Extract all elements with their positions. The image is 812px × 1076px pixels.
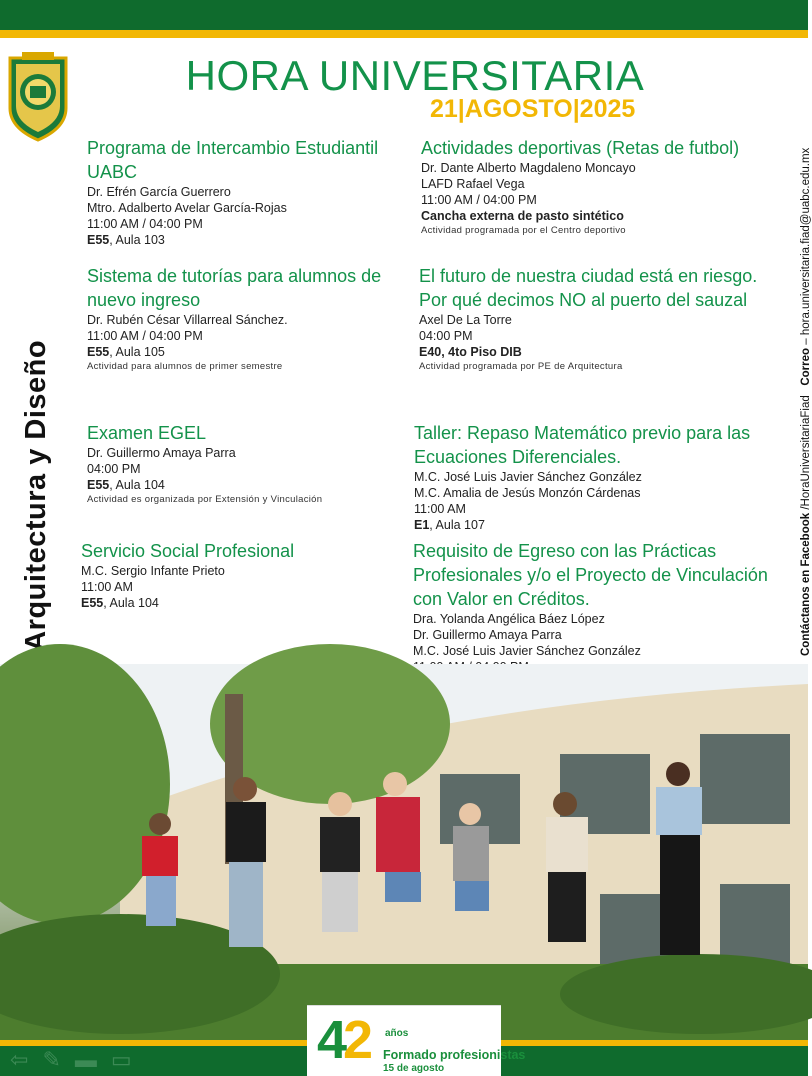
event-speaker: Mtro. Adalberto Avelar García-Rojas (87, 201, 287, 215)
event-speaker: M.C. José Luis Javier Sánchez González (413, 644, 641, 658)
event-location: E55, Aula 104 (87, 478, 165, 492)
university-crest-icon (4, 48, 72, 144)
event-note: Actividad programada por PE de Arquitectura (419, 361, 623, 372)
event-card (81, 539, 391, 611)
contact-info (800, 36, 812, 656)
event-card (87, 264, 397, 374)
event-card (419, 264, 769, 374)
slide-nav-icons[interactable] (10, 1047, 146, 1073)
event-title: Examen EGEL (87, 423, 207, 443)
event-title: Requisito de Egreso con las Prácticas Profesionales y/o el Proyecto de Vinculación con Valor en Créditos. (413, 541, 768, 609)
slides-icon[interactable]: ▬ (74, 1047, 111, 1072)
event-title: Programa de Intercambio Estudiantil UABC (87, 138, 379, 182)
event-note: Actividad es organizada por Extensión y Vinculación (87, 494, 323, 505)
students-jumping-image (0, 664, 808, 1042)
anniversary-date: 15 de agosto (383, 1063, 445, 1074)
event-title: Sistema de tutorías para alumnos de nuevo ingreso (87, 266, 382, 310)
top-gold-stripe (0, 30, 808, 38)
event-speaker: M.C. José Luis Javier Sánchez González (414, 470, 642, 484)
event-speaker: Dr. Guillermo Amaya Parra (87, 446, 236, 460)
event-speaker: LAFD Rafael Vega (421, 177, 525, 191)
event-note: Actividad programada por el Centro deportivo (421, 225, 626, 236)
pen-icon[interactable]: ✎ (42, 1047, 75, 1072)
event-speaker: M.C. Sergio Infante Prieto (81, 564, 225, 578)
facebook-label: Contáctanos en Facebook (800, 512, 812, 656)
event-speaker: Dr. Rubén César Villarreal Sánchez. (87, 313, 288, 327)
event-speaker: M.C. Amalia de Jesús Monzón Cárdenas (414, 486, 641, 500)
facebook-handle[interactable]: /HoraUniversitariaFiad (800, 395, 812, 510)
more-icon[interactable]: ▭ (110, 1047, 146, 1072)
event-speaker: Dr. Guillermo Amaya Parra (413, 628, 562, 642)
event-time: 11:00 AM / 04:00 PM (87, 217, 203, 231)
event-title: Taller: Repaso Matemático previo para las Ecuaciones Diferenciales. (414, 423, 751, 467)
event-time: 11:00 AM / 04:00 PM (421, 193, 537, 207)
event-date: 21|AGOSTO|2025 (430, 95, 636, 123)
email-label: Correo (800, 347, 812, 386)
event-location: E55, Aula 104 (81, 596, 159, 610)
event-location: E1, Aula 107 (414, 518, 485, 532)
event-card (414, 421, 784, 533)
event-title: El futuro de nuestra ciudad está en riesgo. Por qué decimos NO al puerto del sauzal (419, 266, 758, 310)
event-card (87, 136, 387, 248)
students-photo (0, 664, 808, 1042)
event-location: Cancha externa de pasto sintético (421, 209, 624, 223)
top-green-band (0, 0, 808, 30)
event-time: 04:00 PM (87, 462, 141, 476)
event-time: 11:00 AM / 04:00 PM (87, 329, 203, 343)
event-time: 11:00 AM (414, 502, 466, 516)
email-address[interactable]: – hora.universitaria.fiad@uabc.edu.mx (800, 147, 812, 345)
event-location: E55, Aula 105 (87, 345, 165, 359)
event-title: Servicio Social Profesional (81, 541, 295, 561)
event-speaker: Dra. Yolanda Angélica Báez López (413, 612, 605, 626)
event-location: E55, Aula 103 (87, 233, 165, 247)
anniversary-slogan: Formado profesionistas (383, 1048, 526, 1062)
event-speaker: Dr. Efrén García Guerrero (87, 185, 231, 199)
anniversary-years-label: años (385, 1028, 409, 1039)
anniversary-badge (307, 1005, 526, 1076)
event-title: Actividades deportivas (Retas de futbol) (421, 138, 740, 158)
event-speaker: Dr. Dante Alberto Magdaleno Moncayo (421, 161, 636, 175)
event-time: 04:00 PM (419, 329, 473, 343)
event-note: Actividad para alumnos de primer semestre (87, 361, 283, 372)
event-location: E40, 4to Piso DIB (419, 345, 522, 359)
main-title: HORA UNIVERSITARIA (185, 52, 645, 99)
anniversary-number: 42 (317, 1010, 370, 1070)
event-card (421, 136, 791, 238)
back-arrow-icon[interactable]: ⇦ (10, 1047, 43, 1072)
event-card (87, 421, 397, 507)
event-speaker: Axel De La Torre (419, 313, 512, 327)
event-time: 11:00 AM (81, 580, 133, 594)
